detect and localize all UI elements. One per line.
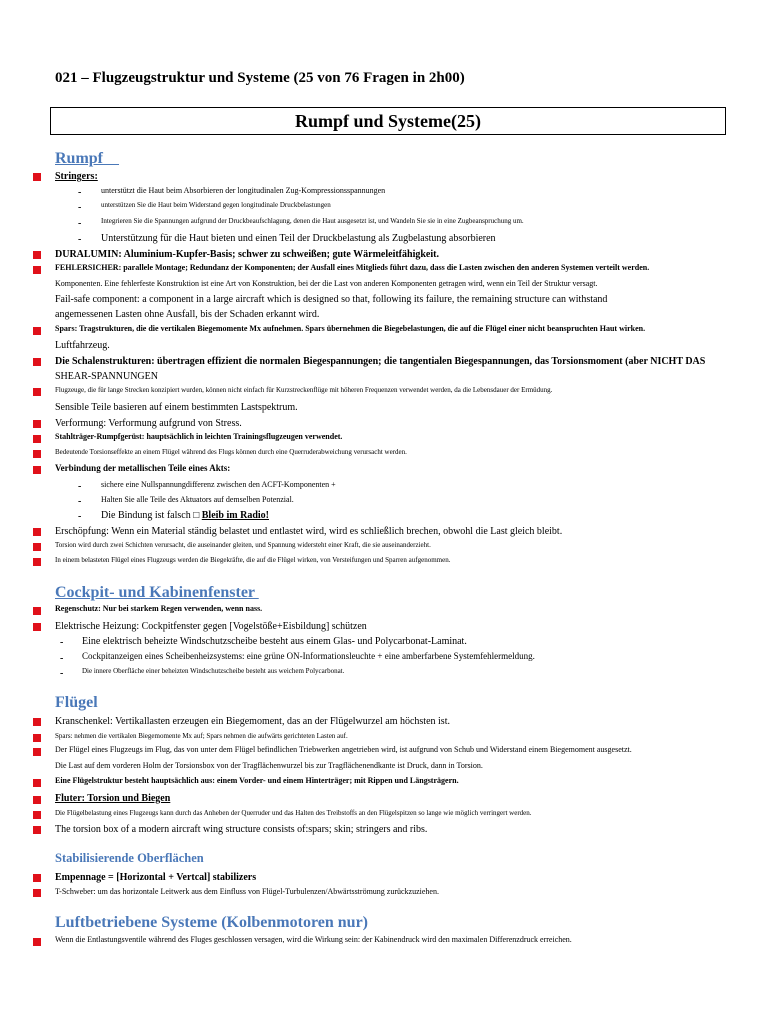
stringers-sub-4: Unterstützung für die Haut bieten und einen Teil der Druckbelastung als Zugbelastung absorbieren xyxy=(101,233,496,244)
bullet-icon xyxy=(33,420,41,428)
bullet-icon xyxy=(33,435,41,443)
tschweber-line: T-Schweber: um das horizontale Leitwerk aus dem Einfluss von Flügel-Turbulenzen/Abwärtsströmung zurückzuziehen. xyxy=(55,887,439,896)
bullet-icon xyxy=(33,266,41,274)
verbindung-sub-3-text: Die Bindung ist falsch xyxy=(101,510,191,521)
fluter-line: Fluter: Torsion und Biegen xyxy=(55,793,171,804)
cockpit-sub-1: Eine elektrisch beheizte Windschutzscheibe besteht aus einem Glas- und Polycarbonat-Laminat. xyxy=(82,636,467,647)
stringers-sub-1: unterstützt die Haut beim Absorbieren der longitudinalen Zug-Kompressionsspannungen xyxy=(101,186,386,195)
last-line: Die Last auf dem vorderen Holm der Torsionsbox von der Tragflächenwurzel bis zur Tragflächenendkante ist Druck, dann in Torsion. xyxy=(55,761,483,770)
dash-icon: - xyxy=(60,637,64,648)
bullet-icon xyxy=(33,779,41,787)
heading-stabil: Stabilisierende Oberflächen xyxy=(55,851,204,865)
verbindung-sub-3-emph: Bleib im Radio! xyxy=(201,510,269,521)
section-title-box: Rumpf und Systeme(25) xyxy=(50,107,726,135)
dash-icon: - xyxy=(78,187,82,198)
dash-icon: - xyxy=(78,234,82,245)
bullet-icon xyxy=(33,748,41,756)
dash-icon: - xyxy=(78,218,82,229)
bullet-icon xyxy=(33,826,41,834)
bullet-icon xyxy=(33,251,41,259)
bullet-icon xyxy=(33,388,41,396)
erschoepfung-line: Erschöpfung: Wenn ein Material ständig belastet und entlastet wird, wird es schließlich brechen, obwohl die Last gleich bleibt. xyxy=(55,526,563,537)
kran-line: Kranschenkel: Vertikallasten erzeugen ein Biegemoment, das an der Flügelwurzel am höchsten ist. xyxy=(55,716,450,727)
bullet-icon xyxy=(33,796,41,804)
failsafe-line-1: FEHLERSICHER: parallele Montage; Redundanz der Komponenten; der Ausfall eines Mitglieds führt dazu, dass die Lasten zwischen den anderen Systemen verteilt werden. xyxy=(55,263,650,272)
ventile-line: Wenn die Entlastungsventile während des Fluges geschlossen versagen, wird die Wirkung sein: der Kabinendruck wird den maximalen Differenzdruck erreichen. xyxy=(55,935,572,944)
document-title: 021 – Flugzeugstruktur und Systeme (25 von 76 Fragen in 2h00) xyxy=(55,70,465,86)
torsionbox-line: The torsion box of a modern aircraft wing structure consists of:spars; skin; stringers and ribs. xyxy=(55,824,428,835)
bullet-icon xyxy=(33,450,41,458)
bullet-icon xyxy=(33,811,41,819)
bullet-icon xyxy=(33,358,41,366)
schale-line-2: SHEAR-SPANNUNGEN xyxy=(55,371,158,382)
bullet-icon xyxy=(33,558,41,566)
bedeutende-line: Bedeutende Torsionseffekte an einem Flügel während des Flugs können durch eine Querruderabweichung verursacht werden. xyxy=(55,448,407,456)
bullet-icon xyxy=(33,327,41,335)
verformung-line: Verformung: Verformung aufgrund von Stress. xyxy=(55,418,242,429)
bullet-icon xyxy=(33,874,41,882)
dash-icon: - xyxy=(78,496,82,507)
dash-icon: - xyxy=(60,668,64,679)
bullet-icon xyxy=(33,623,41,631)
bullet-icon xyxy=(33,734,41,742)
sensible-line: Sensible Teile basieren auf einem bestimmten Lastspektrum. xyxy=(55,402,298,413)
bullet-icon xyxy=(33,466,41,474)
stringers-label: Stringers: xyxy=(55,171,98,182)
bullet-icon xyxy=(33,607,41,615)
verbindung-sub-2: Halten Sie alle Teile des Aktuators auf demselben Potenzial. xyxy=(101,495,294,504)
dash-icon: - xyxy=(78,202,82,213)
stringers-sub-2: unterstützen Sie die Haut beim Widerstand gegen longitudinale Druckbelastungen xyxy=(101,201,331,209)
heading-luft: Luftbetriebene Systeme (Kolbenmotoren nur) xyxy=(55,914,368,931)
spars-line-2: Luftfahrzeug. xyxy=(55,340,110,351)
bullet-icon xyxy=(33,528,41,536)
fluegel-flug-line: Der Flügel eines Flugzeugs im Flug, das von unter dem Flügel befindlichen Triebwerken angetrieben wird, ist aufgrund von Schub und Widerstand einem Biegemoment ausgesetzt. xyxy=(55,745,632,754)
bullet-icon xyxy=(33,543,41,551)
dash-icon: - xyxy=(78,481,82,492)
stringers-sub-3: Integrieren Sie die Spannungen aufgrund der Druckbeaufschlagung, denen die Haut ausgesetzt ist, und Wandeln Sie sie in eine Zugbeanspruchung um. xyxy=(101,217,524,225)
cockpit-sub-2: Cockpitanzeigen eines Scheibenheizsystems: eine grüne ON-Informationsleuchte + eine amberfarbene Systemfehlermeldung. xyxy=(82,651,535,661)
empennage-line: Empennage = [Horizontal + Vertcal] stabilizers xyxy=(55,872,257,883)
cockpit-sub-3: Die innere Oberfläche einer beheizten Windschutzscheibe besteht aus weichem Polycarbonat. xyxy=(82,667,345,675)
spars-line-1: Spars: Tragstrukturen, die die vertikalen Biegemomente Mx aufnehmen. Spars übernehmen die Biegebelastungen, die auf die Flügel einer nicht beanspruchten Haut wirken. xyxy=(55,324,646,333)
torsion-line: Torsion wird durch zwei Schichten verursacht, die auseinander gleiten, und Spannung widersteht einer Kraft, die sie auseinanderzieht. xyxy=(55,541,431,549)
heading-rumpf: Rumpf xyxy=(55,150,120,167)
arrow-icon: □ xyxy=(193,510,200,521)
bullet-icon xyxy=(33,173,41,181)
failsafe-line-2: Komponenten. Eine fehlerfeste Konstruktion ist eine Art von Konstruktion, bei der die Last von anderen Komponenten getragen wird, wenn ein Teil der Struktur versagt. xyxy=(55,279,598,288)
bullet-icon xyxy=(33,718,41,726)
heading-fluegel: Flügel xyxy=(55,694,98,711)
belastet-line: In einem belasteten Flügel eines Flugzeugs werden die Biegekräfte, die auf die Flügel wirken, von Versteifungen und Sparren aufgenommen. xyxy=(55,556,451,564)
bullet-icon xyxy=(33,889,41,897)
duralumin-line: DURALUMIN: Aluminium-Kupfer-Basis; schwer zu schweißen; gute Wärmeleitfähigkeit. xyxy=(55,249,439,260)
regen-line: Regenschutz: Nur bei starkem Regen verwenden, wenn nass. xyxy=(55,604,263,613)
heizung-line: Elektrische Heizung: Cockpitfenster gegen [Vogelstöße+Eisbildung] schützen xyxy=(55,621,367,632)
bullet-icon xyxy=(33,938,41,946)
dash-icon: - xyxy=(60,653,64,664)
flugzeuge-line: Flugzeuge, die für lange Strecken konzipiert wurden, können nicht einfach für Kurzstreckenflüge mit höheren Frequenzen verwendet werden, da die Lebensdauer der Ermüdung. xyxy=(55,386,553,394)
heading-cockpit: Cockpit- und Kabinenfenster xyxy=(55,584,259,601)
struktur-line: Eine Flügelstruktur besteht hauptsächlich aus: einem Vorder- und einem Hinterträger; mit Rippen und Längsträgern. xyxy=(55,776,459,785)
belastung-line: Die Flügelbelastung eines Flugzeugs kann durch das Anheben der Querruder und das Halten des Treibstoffs an den Flügelspitzen so lange wie möglich verringert werden. xyxy=(55,809,532,817)
stahl-line: Stahlträger-Rumpfgerüst: hauptsächlich in leichten Trainingsflugzeugen verwendet. xyxy=(55,432,343,441)
verbindung-line: Verbindung der metallischen Teile eines Akts: xyxy=(55,463,231,473)
dash-icon: - xyxy=(78,511,82,522)
verbindung-sub-1: sichere eine Nullspannungdifferenz zwischen den ACFT-Komponenten + xyxy=(101,480,336,489)
verbindung-sub-3 xyxy=(101,510,269,521)
failsafe-line-4: angemessenen Lasten ohne Ausfall, bis der Schaden erkannt wird. xyxy=(55,309,320,320)
failsafe-line-3: Fail-safe component: a component in a large aircraft which is designed so that, following its failure, the remaining structure can withstand xyxy=(55,294,608,305)
schale-line-1: Die Schalenstrukturen: übertragen effizient die normalen Biegespannungen; die tangentialen Biegespannungen, das Torsionsmoment (aber NICHT DAS xyxy=(55,356,706,367)
fluegel-spars-line: Spars: nehmen die vertikalen Biegemomente Mx auf; Spars nehmen die aufwärts gerichteten Lasten auf. xyxy=(55,732,348,740)
